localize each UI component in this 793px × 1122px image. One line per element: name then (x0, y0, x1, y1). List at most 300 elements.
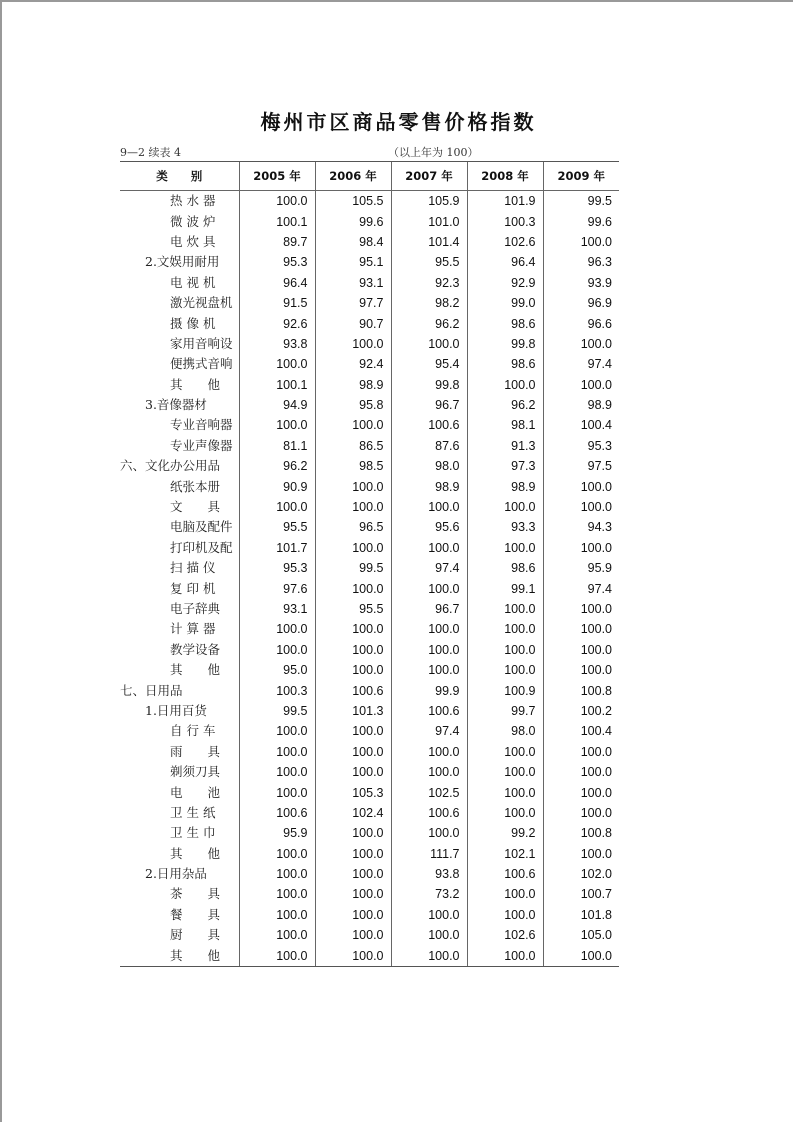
value-cell: 100.8 (543, 823, 619, 843)
table-row (120, 701, 619, 721)
value-cell: 100.0 (239, 945, 315, 966)
category-label: 七、日用品 (120, 682, 183, 698)
value-cell: 89.7 (239, 232, 315, 252)
value-cell: 100.0 (391, 905, 467, 925)
value-cell: 100.0 (315, 640, 391, 660)
value-cell: 100.0 (239, 354, 315, 374)
value-cell: 100.0 (315, 884, 391, 904)
value-cell: 95.3 (239, 558, 315, 578)
value-cell: 95.6 (391, 517, 467, 537)
value-cell: 96.7 (391, 395, 467, 415)
row-category (120, 640, 239, 660)
value-cell: 97.4 (391, 558, 467, 578)
value-cell: 100.0 (543, 619, 619, 639)
value-cell: 100.0 (391, 742, 467, 762)
category-label: 雨 具 (170, 743, 221, 759)
category-label: 茶 具 (170, 886, 221, 902)
table-id: 9—2 续表 4 (120, 146, 181, 159)
value-cell: 100.0 (543, 945, 619, 966)
value-cell: 95.5 (315, 599, 391, 619)
value-cell: 100.0 (543, 334, 619, 354)
value-cell: 100.6 (467, 864, 543, 884)
row-category (120, 762, 239, 782)
table-row (120, 456, 619, 476)
table-row (120, 191, 619, 212)
category-label: 其 他 (170, 662, 221, 678)
category-label: 剃须刀具 (170, 764, 221, 780)
value-cell: 100.4 (543, 721, 619, 741)
value-cell: 100.2 (543, 701, 619, 721)
value-cell: 90.7 (315, 313, 391, 333)
row-category (120, 844, 239, 864)
value-cell: 100.0 (239, 415, 315, 435)
value-cell: 96.6 (543, 313, 619, 333)
value-cell: 100.0 (543, 497, 619, 517)
value-cell: 98.9 (315, 375, 391, 395)
value-cell: 91.5 (239, 293, 315, 313)
category-label: 餐 具 (170, 906, 221, 922)
value-cell: 99.5 (315, 558, 391, 578)
value-cell: 105.5 (315, 191, 391, 212)
value-cell: 100.0 (543, 803, 619, 823)
value-cell: 100.0 (467, 742, 543, 762)
value-cell: 105.3 (315, 782, 391, 802)
value-cell: 100.0 (467, 803, 543, 823)
value-cell: 95.9 (543, 558, 619, 578)
value-cell: 100.0 (391, 762, 467, 782)
value-cell: 98.9 (391, 476, 467, 496)
table-row (120, 742, 619, 762)
table-row (120, 578, 619, 598)
table-row (120, 476, 619, 496)
value-cell: 100.0 (315, 619, 391, 639)
value-cell: 97.3 (467, 456, 543, 476)
value-cell: 90.9 (239, 476, 315, 496)
value-cell: 100.0 (315, 721, 391, 741)
value-cell: 100.0 (543, 844, 619, 864)
value-cell: 96.3 (543, 252, 619, 272)
value-cell: 95.0 (239, 660, 315, 680)
value-cell: 100.0 (239, 864, 315, 884)
value-cell: 100.0 (239, 191, 315, 212)
table-row (120, 680, 619, 700)
value-cell: 97.4 (391, 721, 467, 741)
value-cell: 100.8 (543, 680, 619, 700)
value-cell: 100.6 (391, 701, 467, 721)
value-cell: 100.0 (543, 782, 619, 802)
row-category (120, 884, 239, 904)
value-cell: 100.0 (315, 415, 391, 435)
value-cell: 96.2 (467, 395, 543, 415)
value-cell: 100.0 (239, 721, 315, 741)
value-cell: 102.6 (467, 232, 543, 252)
value-cell: 100.0 (315, 334, 391, 354)
category-label: 其 他 (170, 376, 221, 392)
value-cell: 100.0 (391, 925, 467, 945)
value-cell: 100.0 (315, 925, 391, 945)
value-cell: 98.9 (467, 476, 543, 496)
value-cell: 101.9 (467, 191, 543, 212)
row-category (120, 905, 239, 925)
value-cell: 100.0 (239, 782, 315, 802)
value-cell: 93.1 (239, 599, 315, 619)
value-cell: 93.8 (391, 864, 467, 884)
table-row (120, 803, 619, 823)
category-label: 扫 描 仪 (170, 560, 216, 576)
value-cell: 100.0 (467, 660, 543, 680)
table-row (120, 599, 619, 619)
value-cell: 100.0 (315, 864, 391, 884)
row-category (120, 782, 239, 802)
value-cell: 100.0 (239, 742, 315, 762)
table-row (120, 273, 619, 293)
row-category (120, 252, 239, 272)
value-cell: 100.0 (315, 823, 391, 843)
value-cell: 100.0 (543, 476, 619, 496)
value-cell: 95.8 (315, 395, 391, 415)
page-title: 梅州市区商品零售价格指数 (260, 110, 537, 134)
value-cell: 97.6 (239, 578, 315, 598)
table-row (120, 211, 619, 231)
header-2006: 2006 年 (315, 162, 391, 191)
table-row (120, 375, 619, 395)
category-label: 激光视盘机 (170, 295, 233, 311)
table-row (120, 782, 619, 802)
row-category (120, 558, 239, 578)
category-label: 家用音响设 (170, 335, 233, 351)
row-category (120, 497, 239, 517)
table-row (120, 721, 619, 741)
value-cell: 100.0 (239, 619, 315, 639)
value-cell: 99.5 (543, 191, 619, 212)
value-cell: 102.0 (543, 864, 619, 884)
table-row (120, 945, 619, 966)
value-cell: 100.0 (315, 945, 391, 966)
row-category (120, 619, 239, 639)
table-row (120, 864, 619, 884)
row-category (120, 599, 239, 619)
value-cell: 92.6 (239, 313, 315, 333)
table-row (120, 925, 619, 945)
header-2007: 2007 年 (391, 162, 467, 191)
value-cell: 96.4 (239, 273, 315, 293)
value-cell: 100.0 (391, 497, 467, 517)
row-category (120, 945, 239, 966)
value-cell: 100.0 (391, 823, 467, 843)
value-cell: 101.0 (391, 211, 467, 231)
value-cell: 100.7 (543, 884, 619, 904)
value-cell: 100.0 (467, 905, 543, 925)
value-cell: 99.0 (467, 293, 543, 313)
value-cell: 95.5 (239, 517, 315, 537)
value-cell: 100.0 (391, 945, 467, 966)
row-category (120, 660, 239, 680)
row-category (120, 334, 239, 354)
value-cell: 100.0 (543, 660, 619, 680)
value-cell: 100.6 (239, 803, 315, 823)
value-cell: 73.2 (391, 884, 467, 904)
value-cell: 99.6 (543, 211, 619, 231)
value-cell: 100.0 (467, 538, 543, 558)
value-cell: 93.3 (467, 517, 543, 537)
category-label: 便携式音响 (170, 356, 233, 372)
value-cell: 98.2 (391, 293, 467, 313)
value-cell: 100.6 (315, 680, 391, 700)
table-row (120, 558, 619, 578)
value-cell: 93.1 (315, 273, 391, 293)
category-label: 电 池 (170, 784, 221, 800)
category-label: 六、文化办公用品 (120, 458, 221, 474)
value-cell: 100.0 (543, 742, 619, 762)
table-row (120, 884, 619, 904)
value-cell: 100.0 (315, 762, 391, 782)
value-cell: 100.0 (467, 945, 543, 966)
value-cell: 105.9 (391, 191, 467, 212)
value-cell: 81.1 (239, 436, 315, 456)
value-cell: 92.9 (467, 273, 543, 293)
value-cell: 96.5 (315, 517, 391, 537)
category-label: 2.日用杂品 (145, 866, 207, 882)
category-label: 计 算 器 (170, 621, 216, 637)
value-cell: 100.0 (315, 476, 391, 496)
header-2008: 2008 年 (467, 162, 543, 191)
table-row (120, 905, 619, 925)
category-label: 3.音像器材 (145, 397, 207, 413)
value-cell: 96.2 (391, 313, 467, 333)
value-cell: 93.8 (239, 334, 315, 354)
row-category (120, 721, 239, 741)
header-category: 类 别 (120, 162, 239, 191)
category-label: 卫 生 纸 (170, 804, 216, 820)
category-label: 2.文娱用耐用 (145, 254, 220, 270)
value-cell: 99.6 (315, 211, 391, 231)
value-cell: 101.4 (391, 232, 467, 252)
value-cell: 105.0 (543, 925, 619, 945)
value-cell: 95.5 (391, 252, 467, 272)
row-category (120, 191, 239, 212)
category-label: 打印机及配 (170, 539, 233, 555)
table-row (120, 497, 619, 517)
row-category (120, 925, 239, 945)
table-row (120, 354, 619, 374)
value-cell: 100.0 (239, 884, 315, 904)
value-cell: 100.0 (315, 497, 391, 517)
value-cell: 97.4 (543, 578, 619, 598)
value-cell: 97.4 (543, 354, 619, 374)
value-cell: 98.9 (543, 395, 619, 415)
price-index-table (120, 161, 619, 967)
value-cell: 99.8 (391, 375, 467, 395)
value-cell: 100.0 (239, 497, 315, 517)
row-category (120, 742, 239, 762)
category-label: 热 水 器 (170, 193, 216, 209)
value-cell: 100.0 (315, 742, 391, 762)
value-cell: 100.0 (467, 375, 543, 395)
value-cell: 100.6 (391, 415, 467, 435)
value-cell: 93.9 (543, 273, 619, 293)
table-row (120, 640, 619, 660)
category-label: 电 视 机 (170, 274, 216, 290)
value-cell: 99.2 (467, 823, 543, 843)
row-category (120, 293, 239, 313)
value-cell: 100.0 (391, 578, 467, 598)
table-row (120, 619, 619, 639)
value-cell: 98.5 (315, 456, 391, 476)
value-cell: 100.0 (239, 905, 315, 925)
row-category (120, 436, 239, 456)
category-label: 电 炊 具 (170, 233, 216, 249)
table-row (120, 517, 619, 537)
header-2009: 2009 年 (543, 162, 619, 191)
value-cell: 87.6 (391, 436, 467, 456)
value-cell: 100.0 (391, 619, 467, 639)
category-label: 微 波 炉 (170, 213, 216, 229)
value-cell: 101.7 (239, 538, 315, 558)
value-cell: 99.7 (467, 701, 543, 721)
value-cell: 96.7 (391, 599, 467, 619)
value-cell: 100.0 (239, 925, 315, 945)
row-category (120, 232, 239, 252)
value-cell: 86.5 (315, 436, 391, 456)
value-cell: 100.0 (315, 578, 391, 598)
category-label: 专业音响器 (170, 417, 233, 433)
table-row (120, 415, 619, 435)
table-row (120, 395, 619, 415)
value-cell: 95.4 (391, 354, 467, 374)
value-cell: 100.0 (467, 619, 543, 639)
row-category (120, 578, 239, 598)
row-category (120, 803, 239, 823)
value-cell: 98.6 (467, 558, 543, 578)
value-cell: 111.7 (391, 844, 467, 864)
value-cell: 100.0 (239, 640, 315, 660)
value-cell: 98.4 (315, 232, 391, 252)
value-cell: 96.2 (239, 456, 315, 476)
row-category (120, 456, 239, 476)
value-cell: 98.6 (467, 354, 543, 374)
row-category (120, 680, 239, 700)
value-cell: 100.0 (467, 884, 543, 904)
base-year-note: （以上年为 100） (388, 146, 479, 159)
row-category (120, 375, 239, 395)
value-cell: 100.0 (543, 538, 619, 558)
category-label: 卫 生 巾 (170, 825, 216, 841)
value-cell: 94.9 (239, 395, 315, 415)
value-cell: 97.7 (315, 293, 391, 313)
row-category (120, 395, 239, 415)
value-cell: 100.0 (315, 844, 391, 864)
category-label: 电脑及配件 (170, 519, 233, 535)
table-body (120, 191, 619, 967)
row-category (120, 864, 239, 884)
value-cell: 99.1 (467, 578, 543, 598)
row-category (120, 701, 239, 721)
category-label: 摄 像 机 (170, 315, 216, 331)
value-cell: 92.4 (315, 354, 391, 374)
value-cell: 101.8 (543, 905, 619, 925)
table-row (120, 232, 619, 252)
value-cell: 99.5 (239, 701, 315, 721)
value-cell: 96.4 (467, 252, 543, 272)
value-cell: 95.9 (239, 823, 315, 843)
value-cell: 100.0 (543, 375, 619, 395)
value-cell: 95.1 (315, 252, 391, 272)
value-cell: 98.0 (467, 721, 543, 741)
value-cell: 100.3 (239, 680, 315, 700)
value-cell: 100.3 (467, 211, 543, 231)
value-cell: 100.0 (543, 640, 619, 660)
table-caption (120, 144, 618, 160)
category-label: 文 具 (170, 499, 221, 515)
value-cell: 96.9 (543, 293, 619, 313)
header-2005: 2005 年 (239, 162, 315, 191)
category-label: 教学设备 (170, 641, 221, 657)
category-label: 纸张本册 (170, 478, 221, 494)
row-category (120, 476, 239, 496)
category-label: 电子辞典 (170, 601, 221, 616)
table-row (120, 762, 619, 782)
value-cell: 100.0 (315, 660, 391, 680)
value-cell: 92.3 (391, 273, 467, 293)
value-cell: 100.4 (543, 415, 619, 435)
table-row (120, 844, 619, 864)
table-row (120, 252, 619, 272)
table-row (120, 823, 619, 843)
row-category (120, 354, 239, 374)
value-cell: 100.0 (467, 762, 543, 782)
table-row (120, 334, 619, 354)
value-cell: 91.3 (467, 436, 543, 456)
value-cell: 94.3 (543, 517, 619, 537)
category-label: 专业声像器 (170, 437, 233, 453)
value-cell: 100.0 (467, 782, 543, 802)
value-cell: 98.0 (391, 456, 467, 476)
value-cell: 100.9 (467, 680, 543, 700)
table-row (120, 436, 619, 456)
value-cell: 98.1 (467, 415, 543, 435)
value-cell: 100.0 (467, 599, 543, 619)
table-row (120, 293, 619, 313)
value-cell: 100.0 (467, 640, 543, 660)
category-label: 其 他 (170, 845, 221, 861)
value-cell: 98.6 (467, 313, 543, 333)
value-cell: 102.6 (467, 925, 543, 945)
value-cell: 100.1 (239, 211, 315, 231)
value-cell: 100.0 (315, 905, 391, 925)
category-label: 其 他 (170, 947, 221, 963)
category-label: 1.日用百货 (145, 702, 207, 718)
category-label: 自 行 车 (170, 723, 216, 739)
value-cell: 102.4 (315, 803, 391, 823)
value-cell: 100.0 (543, 762, 619, 782)
value-cell: 101.3 (315, 701, 391, 721)
value-cell: 102.1 (467, 844, 543, 864)
category-label: 厨 具 (170, 927, 221, 943)
row-category (120, 823, 239, 843)
value-cell: 102.5 (391, 782, 467, 802)
value-cell: 99.9 (391, 680, 467, 700)
value-cell: 100.0 (543, 232, 619, 252)
value-cell: 100.1 (239, 375, 315, 395)
value-cell: 100.0 (391, 660, 467, 680)
value-cell: 100.0 (239, 844, 315, 864)
header-row (120, 162, 619, 191)
table-row (120, 538, 619, 558)
value-cell: 100.0 (391, 538, 467, 558)
row-category (120, 517, 239, 537)
row-category (120, 538, 239, 558)
value-cell: 100.6 (391, 803, 467, 823)
